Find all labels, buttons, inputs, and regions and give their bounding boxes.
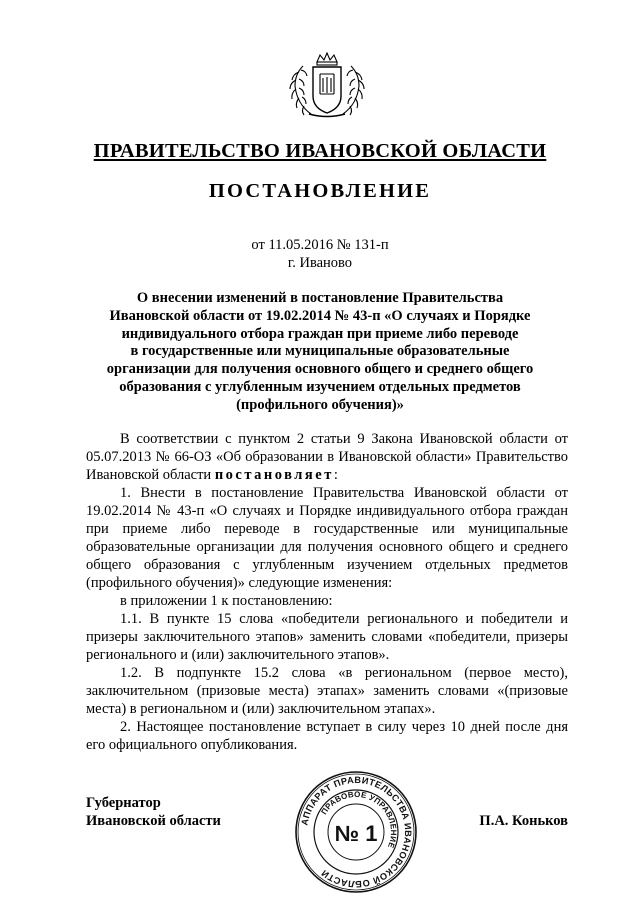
signatory-position bbox=[86, 794, 221, 830]
title-line: (профильного обучения)» bbox=[236, 396, 404, 413]
title-line: О внесении изменений в постановление Правительства bbox=[136, 290, 504, 306]
item-1-1-paragraph: 1.1. В пункте 15 слова «победители регионального и победители и призеры заключительного этапов» заменить словами «победители, призеры регионального и (или) заключительного этапов». bbox=[86, 611, 568, 663]
city-name: г. Иваново bbox=[287, 255, 353, 271]
position-line: Ивановской области bbox=[86, 813, 221, 829]
coat-of-arms-emblem bbox=[287, 52, 367, 120]
title-line: индивидуального отбора граждан при приеме либо переводе bbox=[121, 325, 519, 342]
title-line: организации для получения основного общего и среднего общего bbox=[106, 361, 534, 378]
item-1-2-paragraph: 1.2. В подпункте 15.2 слова «в региональном (первое место), заключительном (призовые места) этапах» заменить словами «(призовые места) в региональном и (или) заключительном этапах». bbox=[86, 665, 568, 717]
item-2-paragraph: 2. Настоящее постановление вступает в силу через 10 дней после дня его официального опубликования. bbox=[86, 719, 568, 753]
title-line: образования с углубленным изучением отдельных предметов bbox=[119, 378, 521, 395]
title-line: Ивановской области от 19.02.2014 № 43-п «О случаях и Порядке bbox=[109, 307, 531, 324]
document-title bbox=[60, 290, 580, 415]
title-line: в государственные или муниципальные образовательные bbox=[130, 343, 510, 360]
official-stamp bbox=[294, 770, 418, 894]
signatory-name: П.А. Коньков bbox=[479, 813, 568, 829]
document-body bbox=[86, 430, 568, 754]
position-line: Губернатор bbox=[86, 795, 161, 811]
svg-text:АППАРАТ ПРАВИТЕЛЬСТВА ИВАНОВСК: АППАРАТ ПРАВИТЕЛЬСТВА ИВАНОВСКОЙ ОБЛАСТИ bbox=[299, 774, 414, 890]
government-name-text: ПРАВИТЕЛЬСТВО ИВАНОВСКОЙ ОБЛАСТИ bbox=[93, 140, 547, 162]
government-name-heading bbox=[0, 140, 640, 163]
annex-paragraph: в приложении 1 к постановлению: bbox=[120, 593, 333, 609]
resolves-word: постановляет bbox=[214, 467, 334, 483]
document-type-heading: ПОСТАНОВЛЕНИЕ bbox=[208, 180, 432, 202]
resolves-colon: : bbox=[333, 467, 338, 483]
svg-text:ПРАВОВОЕ УПРАВЛЕНИЕ: ПРАВОВОЕ УПРАВЛЕНИЕ bbox=[319, 789, 399, 850]
svg-text:№ 1: № 1 bbox=[334, 821, 378, 846]
preamble-text: В соответствии с пунктом 2 статьи 9 Закона Ивановской области от 05.07.2013 № 66-ОЗ «Об образовании в Ивановской области» Правительство Ивановской области bbox=[86, 431, 568, 483]
preamble-paragraph bbox=[86, 430, 568, 484]
date-and-number: от 11.05.2016 № 131-п bbox=[251, 237, 389, 253]
item-1-paragraph: 1. Внести в постановление Правительства Ивановской области от 19.02.2014 № 43-п «О случаях и Порядке индивидуального отбора граждан при приеме либо переводе в государственные или муниципальные образовательные организации для получения основного общего и среднего общего образования с углубленным изучением отдельных предметов (профильного обучения)» следующие изменения: bbox=[86, 485, 568, 591]
